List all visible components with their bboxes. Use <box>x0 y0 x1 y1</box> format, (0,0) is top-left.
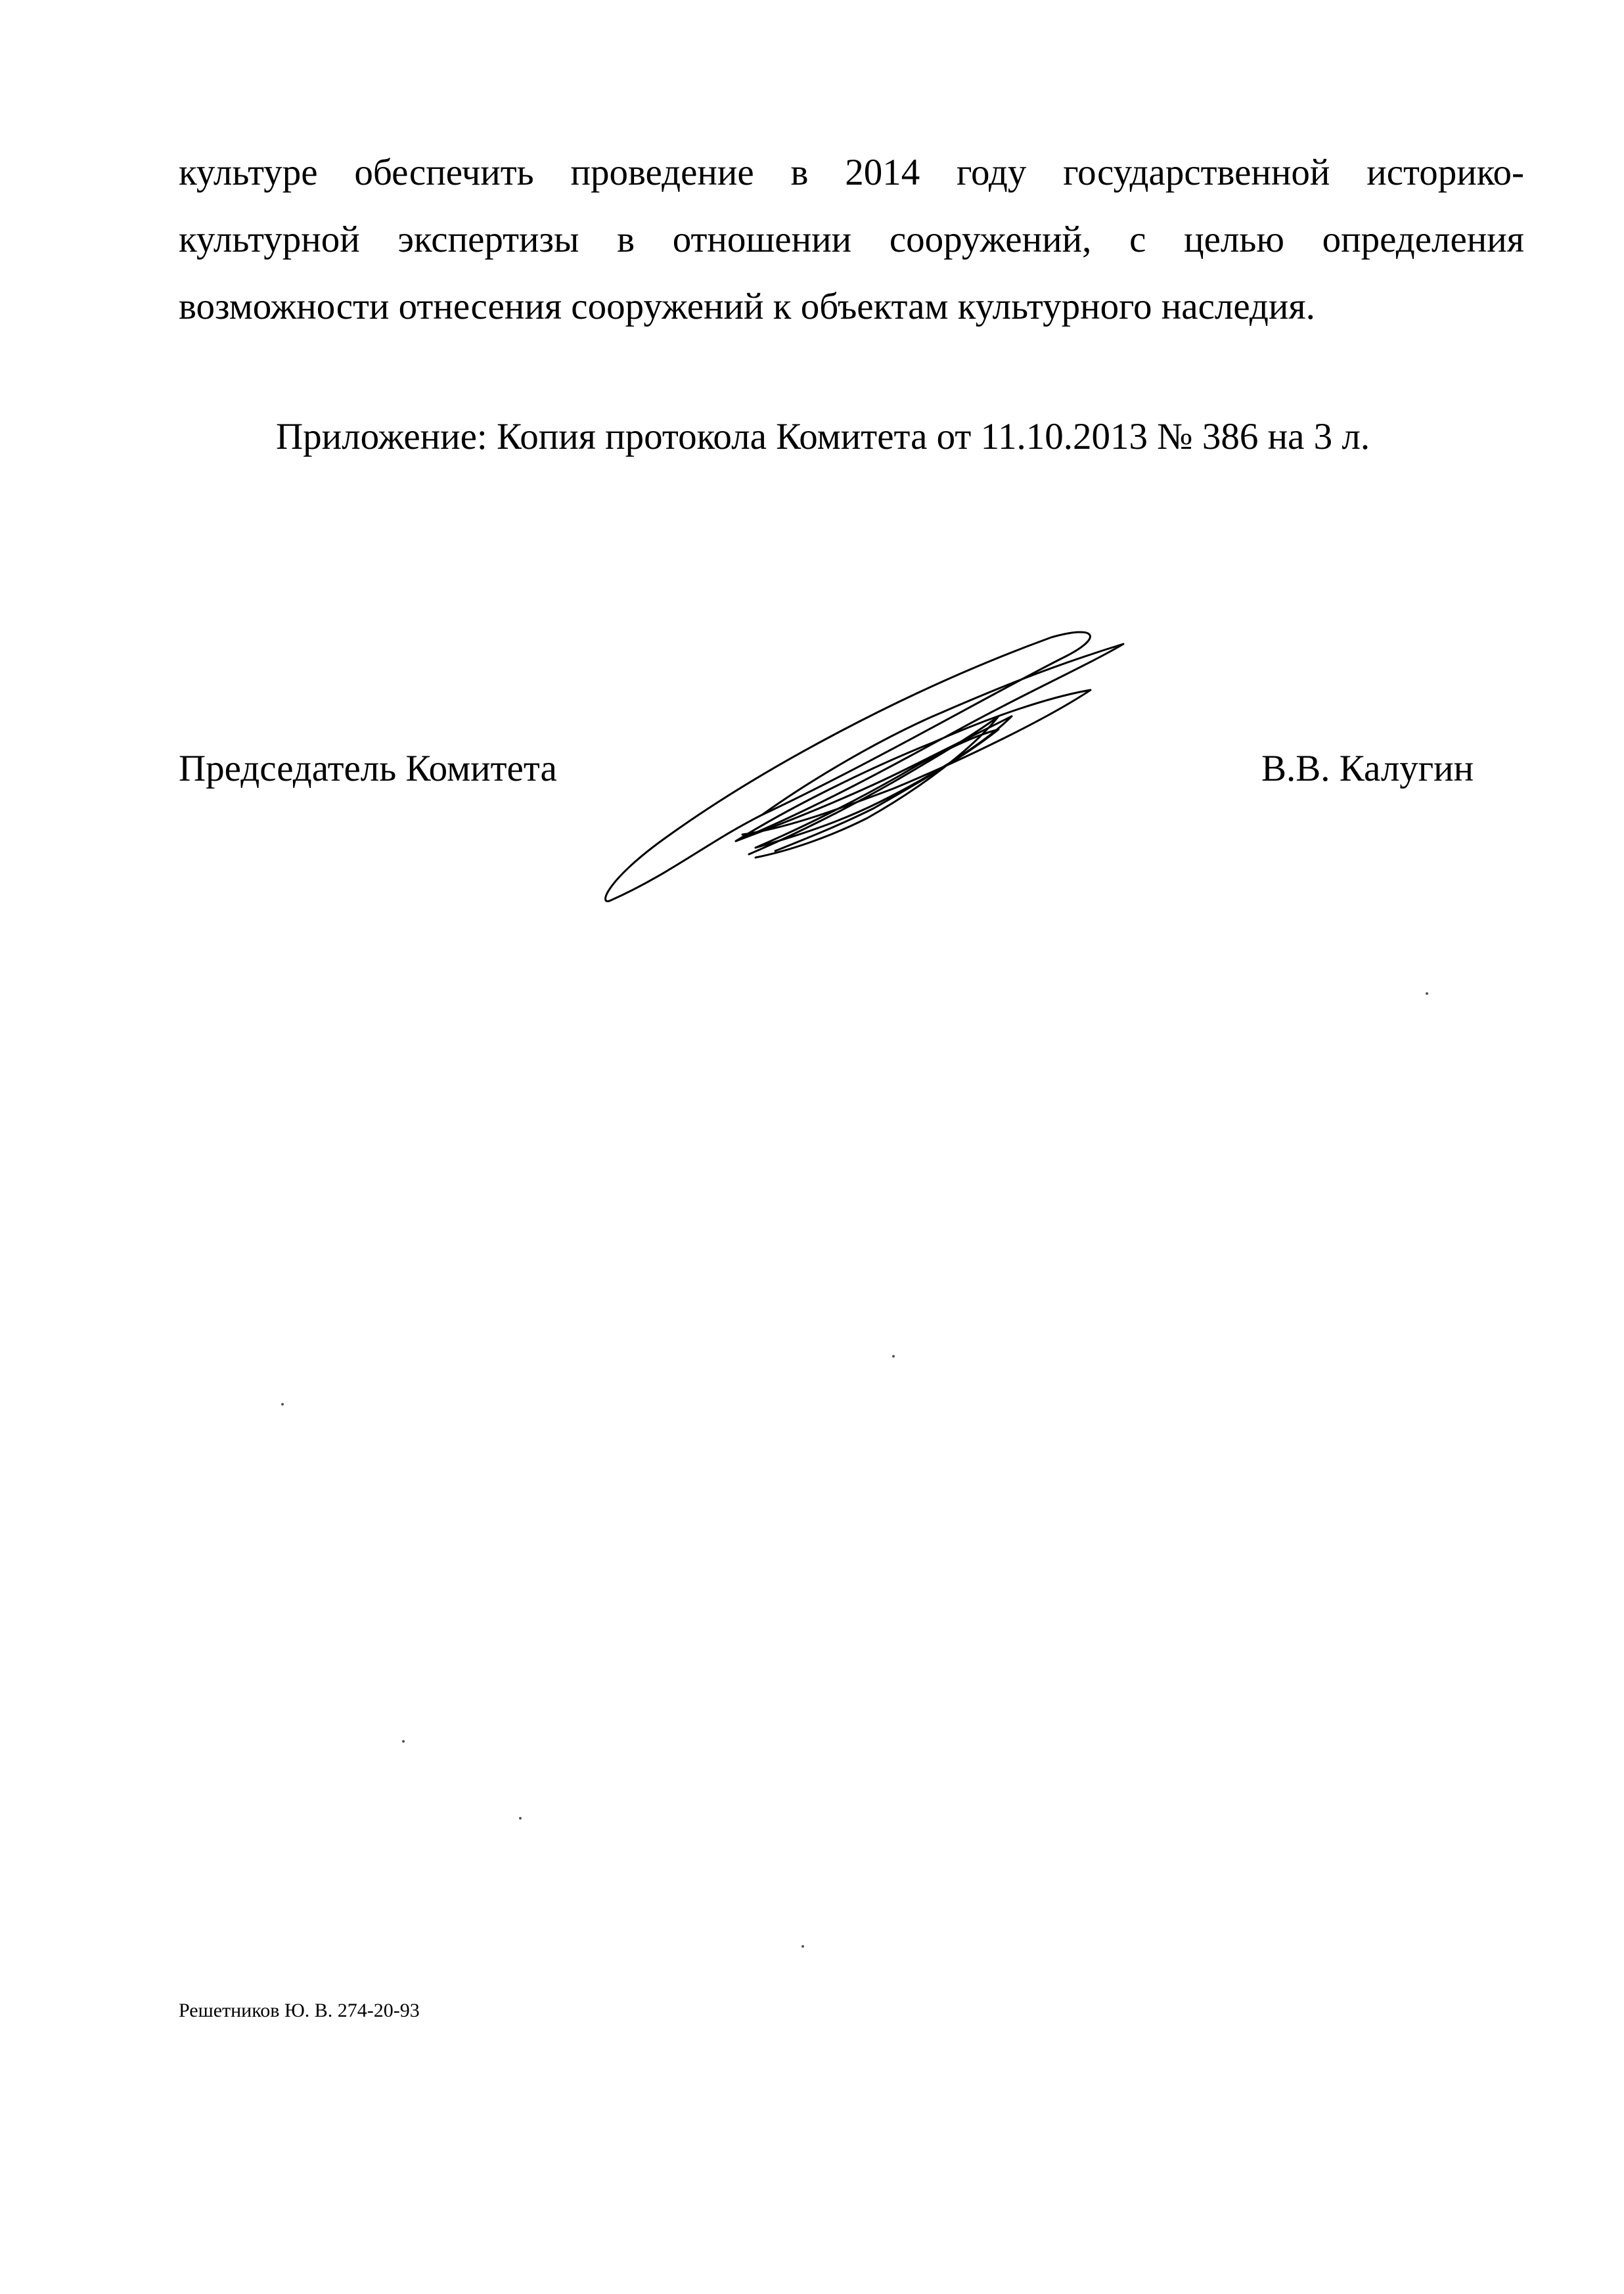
body-line: возможности отнесения сооружений к объектам культурного наследия. <box>179 286 1315 327</box>
body-paragraph <box>179 139 1524 340</box>
signatory-position: Председатель Комитета <box>179 748 557 789</box>
executor-footer: Решетников Ю. В. 274-20-93 <box>179 2000 420 2021</box>
signatory-name: В.В. Калугин <box>1261 748 1474 789</box>
signature-image <box>591 618 1196 920</box>
scan-speck <box>402 1740 405 1743</box>
attachment-note: Приложение: Копия протокола Комитета от 11.10.2013 № 386 на 3 л. <box>276 416 1370 457</box>
scan-speck <box>519 1817 522 1820</box>
scan-speck <box>281 1403 284 1406</box>
body-line: культурной экспертизы в отношении сооружений, с целью определения <box>179 219 1524 260</box>
scan-speck <box>1426 992 1428 995</box>
scan-speck <box>801 1945 804 1948</box>
scan-speck <box>892 1355 895 1358</box>
body-line: культуре обеспечить проведение в 2014 году государственной историко- <box>179 152 1524 193</box>
